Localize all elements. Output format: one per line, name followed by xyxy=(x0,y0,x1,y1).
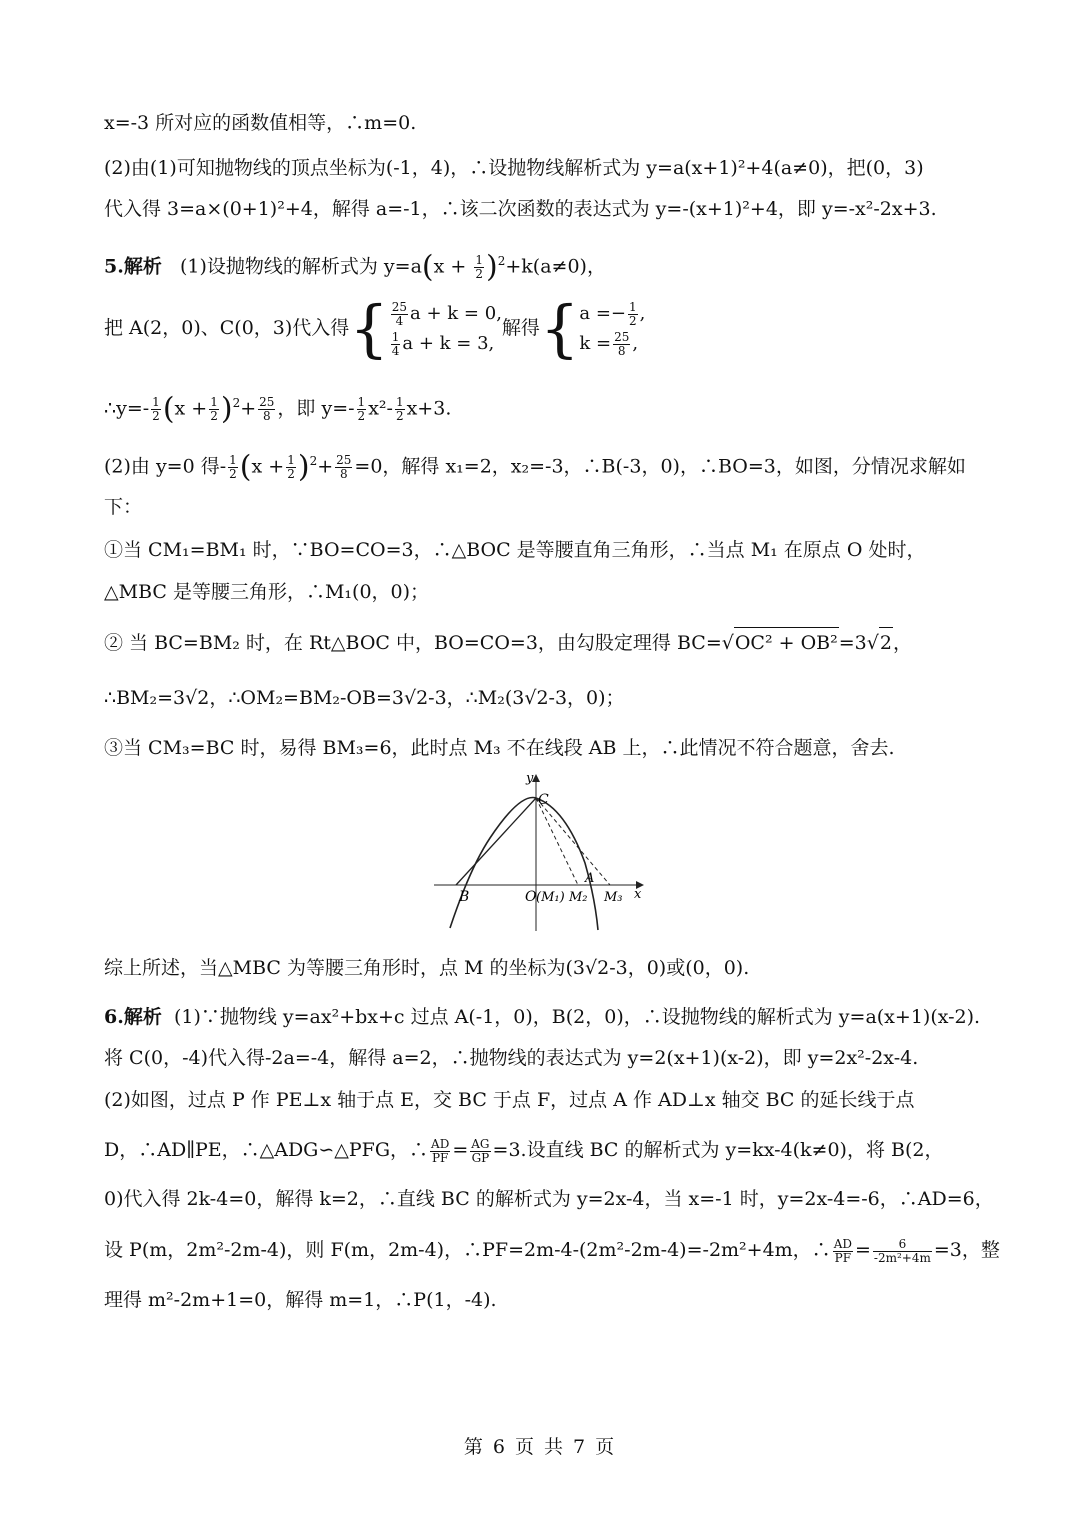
text-line: (2)如图，过点 P 作 PE⊥x 轴于点 E，交 BC 于点 F，过点 A 作 AD⊥x 轴交 BC 的延长线于点 xyxy=(104,1089,915,1111)
q5-line-1 xyxy=(104,246,984,285)
text-line: ①当 CM₁=BM₁ 时，∵BO=CO=3，∴△BOC 是等腰直角三角形，∴当点 M₁ 在原点 O 处时， xyxy=(104,539,926,561)
text-line: (2)由(1)可知抛物线的顶点坐标为(-1，4)，∴设抛物线解析式为 y=a(x+1)²+4(a≠0)，把(0，3) xyxy=(104,157,924,179)
exponent: 2 xyxy=(309,454,318,468)
fraction xyxy=(873,1238,932,1265)
numerator: 1 xyxy=(357,394,366,409)
fraction xyxy=(474,254,484,281)
fraction xyxy=(258,396,275,423)
denominator: 2 xyxy=(229,466,237,481)
text: = xyxy=(854,1239,871,1261)
label-m1: (M₁) xyxy=(536,890,565,905)
numerator: 25 xyxy=(259,394,275,409)
text: a + k = 3, xyxy=(402,333,495,354)
denominator: 4 xyxy=(395,313,404,328)
text: =0，解得 x₁=2，x₂=-3，∴B(-3，0)，∴BO=3，如图，分情况求解如 xyxy=(354,455,966,478)
numerator: 25 xyxy=(614,329,630,344)
text: x²- xyxy=(368,397,393,420)
segment-cm2 xyxy=(536,798,578,885)
q5-label: 5.解析 xyxy=(104,255,162,278)
numerator: 25 xyxy=(336,452,352,467)
denominator: 8 xyxy=(339,466,348,481)
radicand: 2 xyxy=(879,627,893,658)
q6-line-6 xyxy=(104,1235,1000,1265)
fraction xyxy=(395,396,405,423)
fraction xyxy=(470,1138,490,1165)
q6-line-1 xyxy=(104,1002,984,1032)
segment-bc xyxy=(456,798,536,885)
text-line: 综上所述，当△MBC 为等腰三角形时，点 M 的坐标为(3√2-3，0)或(0，0). xyxy=(104,957,750,979)
text: a =− xyxy=(579,303,627,324)
denominator: GP xyxy=(471,1150,490,1165)
fraction xyxy=(357,396,367,423)
denominator: 4 xyxy=(391,343,400,358)
exponent: 2 xyxy=(232,396,241,410)
paren: ) xyxy=(486,249,498,285)
text: ∴y=- xyxy=(104,397,150,420)
text-line: ③当 CM₃=BC 时，易得 BM₃=6，此时点 M₃ 不在线段 AB 上，∴此情况不符合题意，舍去. xyxy=(104,737,895,759)
equation-2 xyxy=(389,329,502,359)
equation-system xyxy=(389,299,502,359)
text: =3.设直线 BC 的解析式为 y=kx-4(k≠0)，将 B(2， xyxy=(492,1139,944,1161)
numerator: 1 xyxy=(629,299,637,314)
denominator: PF xyxy=(431,1150,449,1165)
solution-2: k = $\frac{25}{8}$ , xyxy=(579,329,639,358)
denominator: 2 xyxy=(395,408,404,423)
numerator: 1 xyxy=(287,452,295,467)
q5-line-3 xyxy=(104,388,984,427)
text: 解得 xyxy=(501,317,540,339)
text: ② 当 BC=BM₂ 时，在 Rt△BOC 中，BO=CO=3，由勾股定理得 BC=√ xyxy=(104,632,734,654)
text: a + k = 0, xyxy=(410,303,502,324)
text: =3√ xyxy=(838,632,879,654)
fraction xyxy=(286,454,296,481)
text: (2)由 y=0 得- xyxy=(104,455,227,478)
denominator: 2 xyxy=(629,313,637,328)
brace-icon: { xyxy=(539,292,580,365)
page-footer: 第 6 页 共 7 页 xyxy=(463,1436,617,1458)
label-a: A xyxy=(585,871,595,886)
text: D，∴AD∥PE，∴△ADG∽△PFG，∴ xyxy=(104,1139,429,1161)
text: 把 A(2，0)、C(0，3)代入得 xyxy=(104,317,350,339)
label-b: B xyxy=(459,889,470,905)
text: ， xyxy=(892,632,912,654)
denominator: 8 xyxy=(617,343,626,358)
label-m2: M₂ xyxy=(569,890,588,905)
numerator: 1 xyxy=(210,394,218,409)
segment-cm3 xyxy=(536,798,610,885)
brace-icon: { xyxy=(349,292,389,365)
text: 设 P(m，2m²-2m-4)，则 F(m，2m-4)，∴PF=2m-4-(2m²-2m-4)=-2m²+4m，∴ xyxy=(104,1239,831,1261)
fraction xyxy=(151,396,161,423)
q6-line-4 xyxy=(104,1135,984,1165)
fraction xyxy=(391,301,408,328)
denominator: 2 xyxy=(210,408,218,423)
fraction xyxy=(430,1138,450,1165)
text: (1)∵抛物线 y=ax²+bx+c 过点 A(-1，0)，B(2，0)，∴设抛物线的解析式为 y=a(x+1)(x-2). xyxy=(173,1006,981,1028)
paren: ( xyxy=(239,449,252,485)
denominator: 2 xyxy=(475,266,483,281)
denominator: 8 xyxy=(262,408,271,423)
label-o: O xyxy=(525,889,537,905)
numerator: 6 xyxy=(873,1238,932,1252)
text: k = xyxy=(579,333,612,354)
text: + xyxy=(317,455,334,478)
text-line: 将 C(0，-4)代入得-2a=-4，解得 a=2，∴抛物线的表达式为 y=2(x+1)(x-2)，即 y=2x²-2x-4. xyxy=(104,1047,919,1069)
text: x + xyxy=(251,455,285,478)
label-c: C xyxy=(538,792,549,808)
numerator: 1 xyxy=(229,452,237,467)
numerator: 1 xyxy=(395,394,404,409)
fraction xyxy=(335,454,352,481)
text-line: x=-3 所对应的函数值相等，∴m=0. xyxy=(104,112,417,134)
numerator: AD xyxy=(431,1136,450,1151)
denominator: 2 xyxy=(357,408,366,423)
equation-1 xyxy=(389,299,502,329)
text: + xyxy=(240,397,257,420)
text: ，即 y=- xyxy=(277,397,355,420)
numerator: 25 xyxy=(391,299,408,314)
text: x + xyxy=(433,255,467,278)
denominator: PF xyxy=(834,1250,852,1265)
text: +k(a≠0)， xyxy=(505,255,606,278)
q5-line-8 xyxy=(104,627,984,658)
numerator: 1 xyxy=(391,329,400,344)
parabola-curve xyxy=(450,798,598,931)
fraction xyxy=(228,454,238,481)
fraction xyxy=(209,396,219,423)
text-line: 下： xyxy=(104,496,143,518)
exponent: 2 xyxy=(497,254,506,268)
parabola-figure xyxy=(430,768,650,938)
radicand: OC² + OB² xyxy=(734,627,839,658)
paren: ) xyxy=(220,391,233,427)
paren: ) xyxy=(297,449,310,485)
numerator: 1 xyxy=(152,394,160,409)
text: (1)设抛物线的解析式为 y=a xyxy=(179,255,422,278)
text: = xyxy=(452,1139,469,1161)
numerator: 1 xyxy=(475,252,483,267)
fraction xyxy=(833,1238,853,1265)
text-line: 代入得 3=a×(0+1)²+4，解得 a=-1，∴该二次函数的表达式为 y=-(x+1)²+4，即 y=-x²-2x+3. xyxy=(104,198,937,220)
numerator: AD xyxy=(833,1236,852,1251)
numerator: AG xyxy=(471,1136,490,1151)
paren: ( xyxy=(162,391,175,427)
text: =3，整 xyxy=(933,1239,1000,1261)
text: x+3. xyxy=(406,397,452,420)
label-m3: M₃ xyxy=(604,890,623,905)
fraction xyxy=(613,331,630,358)
solution-1: a =− $\frac{1}{2}$ , xyxy=(579,299,646,328)
q6-label: 6.解析 xyxy=(104,1006,162,1028)
text-line: 0)代入得 2k-4=0，解得 k=2，∴直线 BC 的解析式为 y=2x-4，当 x=-1 时，y=2x-4=-6，∴AD=6， xyxy=(104,1188,994,1210)
paren: ( xyxy=(421,249,434,285)
label-y: y xyxy=(526,771,534,786)
text: x + xyxy=(174,397,208,420)
solution-system xyxy=(579,299,645,359)
denominator: -2m²+4m xyxy=(873,1250,931,1265)
q5-line-4 xyxy=(104,446,984,485)
text-line: ∴BM₂=3√2，∴OM₂=BM₂-OB=3√2-3，∴M₂(3√2-3，0)； xyxy=(104,687,625,709)
label-x: x xyxy=(634,887,642,902)
fraction xyxy=(391,331,401,358)
denominator: 2 xyxy=(152,408,160,423)
text-line: 理得 m²-2m+1=0，解得 m=1，∴P(1，-4). xyxy=(104,1289,497,1311)
fraction xyxy=(628,301,638,328)
text-line: △MBC 是等腰三角形，∴M₁(0，0)； xyxy=(104,581,430,603)
denominator: 2 xyxy=(287,466,295,481)
q5-system-line xyxy=(104,288,984,368)
